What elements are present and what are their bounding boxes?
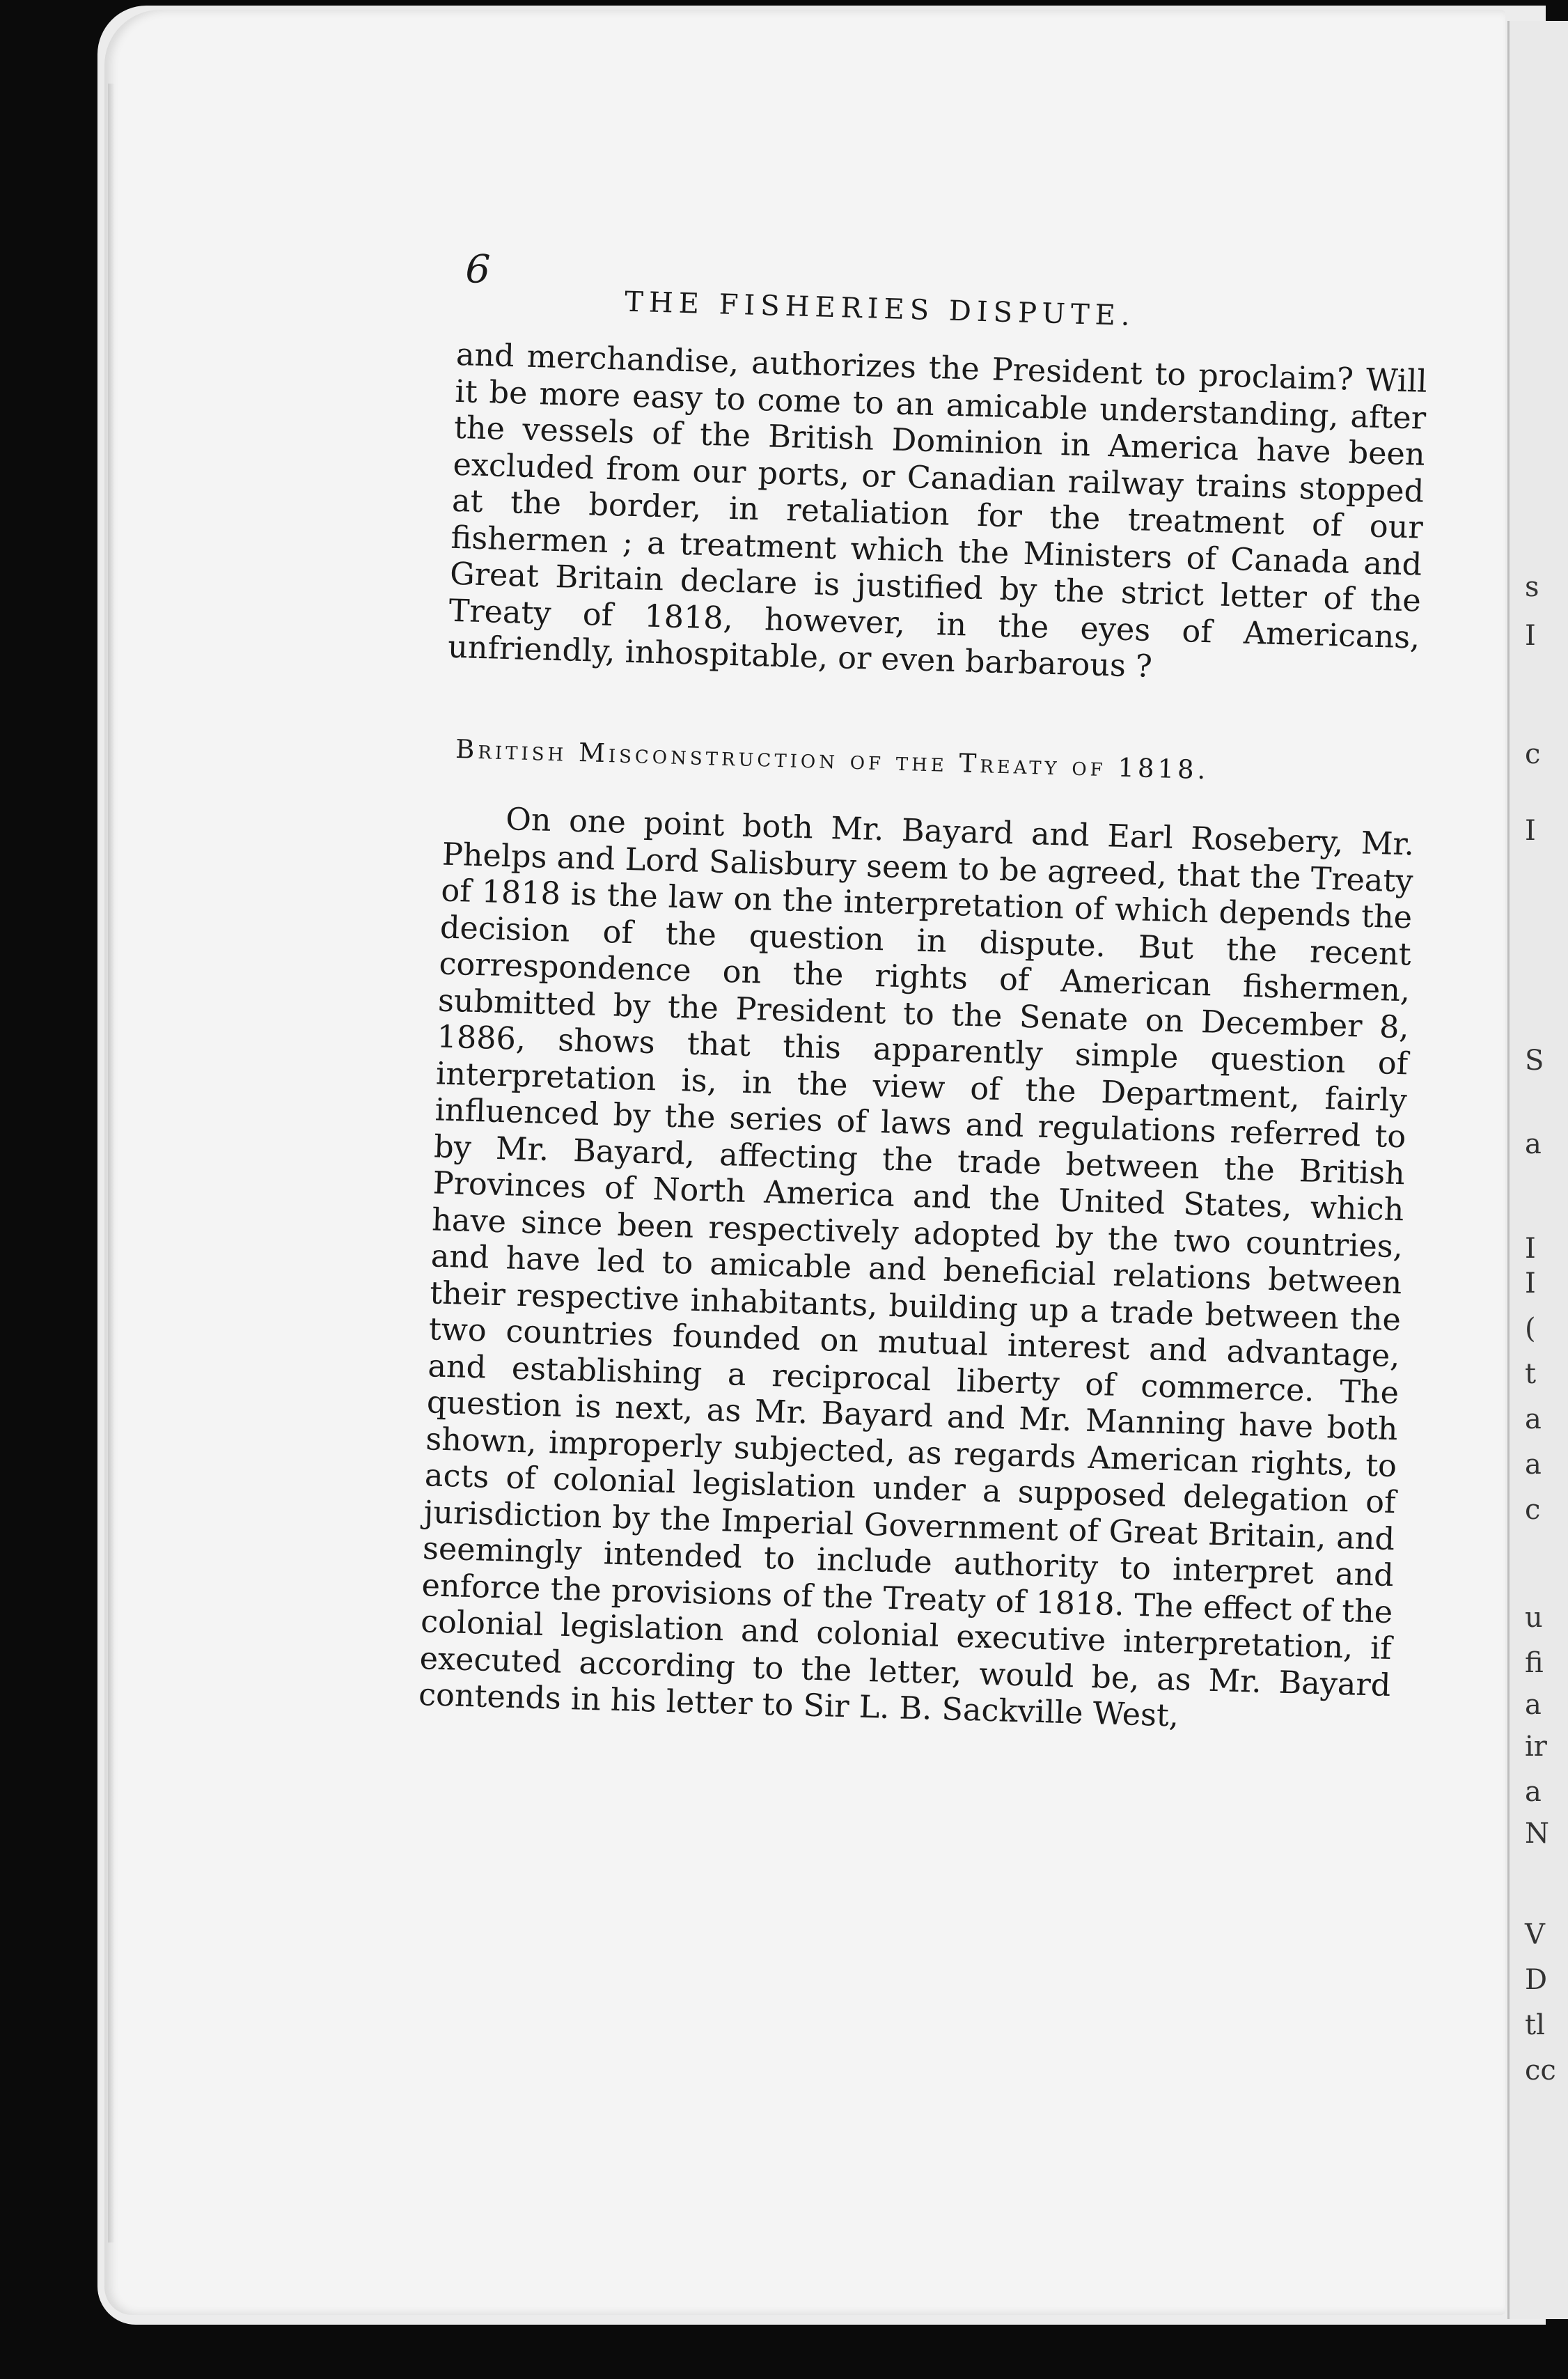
- facing-fragment: I: [1525, 620, 1536, 652]
- facing-fragment: I: [1525, 1233, 1536, 1265]
- facing-fragment: fi: [1525, 1647, 1544, 1679]
- facing-fragment: S: [1525, 1045, 1544, 1077]
- paragraph-1: and merchandise, authorizes the President to proclaim? Will it be more easy to come to an amicable understanding, after the vessels of the British Dominion in America have been excluded from our ports, or Canadian railway trains stopped at the border, in retaliation for the treatment of our fishermen ; a treatment which the Ministers of Canada and Great Britain declare is justified by the strict letter of the Treaty of 1818, however, in the eyes of Americans, unfriendly, inhospitable, or even barbarous ?: [447, 336, 1428, 685]
- paragraph-2: On one point both Mr. Bayard and Earl Rosebery, Mr. Phelps and Lord Salisbury seem to be agreed, that the Treaty of 1818 is the law on the interpretation of which depends the decision of the question in dispute. But the recent correspondence on the rights of American fishermen, submitted by the President to the Senate on December 8, 1886, shows that this apparently simple question of interpretation is, in the view of the Department, fairly influenced by the series of laws and regulations referred to by Mr. Bayard, affecting the trade between the British Provinces of North America and the United States, which have since been respectively adopted by the two countries, and have led to amicable and beneficial relations between their respective inhabitants, building up a trade between the two countries founded on mutual interest and advantage, and establishing a reciprocal liberty of commerce. The question is next, as Mr. Bayard and Mr. Manning have both shown, improperly subjected, as regards American rights, to acts of colonial legislation under a supposed delegation of jurisdiction by the Imperial Government of Great Britain, and seemingly intended to include authority to interpret and enforce the provisions of the Treaty of 1818. The effect of the colonial legislation and colonial executive interpretation, if executed according to the letter, would be, as Mr. Bayard contends in his letter to Sir L. B. Sackville West,: [418, 802, 1415, 1734]
- facing-fragment: a: [1525, 1403, 1542, 1435]
- page-number: 6: [464, 247, 492, 293]
- facing-fragment: a: [1525, 1689, 1542, 1721]
- facing-fragment: u: [1525, 1602, 1543, 1634]
- facing-fragment: c: [1525, 738, 1541, 770]
- page-fold-shadow: [108, 84, 115, 2242]
- facing-fragment: a: [1525, 1776, 1542, 1808]
- running-head: THE FISHERIES DISPUTE.: [624, 286, 1136, 333]
- facing-fragment: N: [1525, 1818, 1549, 1850]
- facing-fragment: c: [1525, 1494, 1541, 1526]
- facing-fragment: I: [1525, 1268, 1536, 1300]
- facing-fragment: (: [1525, 1313, 1536, 1345]
- facing-fragment: t: [1525, 1358, 1537, 1390]
- section-heading: British Misconstruction of the Treaty of 1818.: [455, 734, 1209, 786]
- facing-fragment: I: [1525, 815, 1536, 847]
- facing-fragment: a: [1525, 1128, 1542, 1160]
- facing-fragment: D: [1525, 1964, 1548, 1996]
- facing-fragment: tl: [1525, 2009, 1545, 2041]
- facing-fragment: a: [1525, 1449, 1542, 1481]
- facing-page-edge: [1507, 21, 1568, 2319]
- facing-fragment: cc: [1525, 2054, 1556, 2086]
- facing-fragment: s: [1525, 571, 1539, 603]
- facing-fragment: V: [1525, 1919, 1545, 1951]
- facing-fragment: ir: [1525, 1731, 1547, 1763]
